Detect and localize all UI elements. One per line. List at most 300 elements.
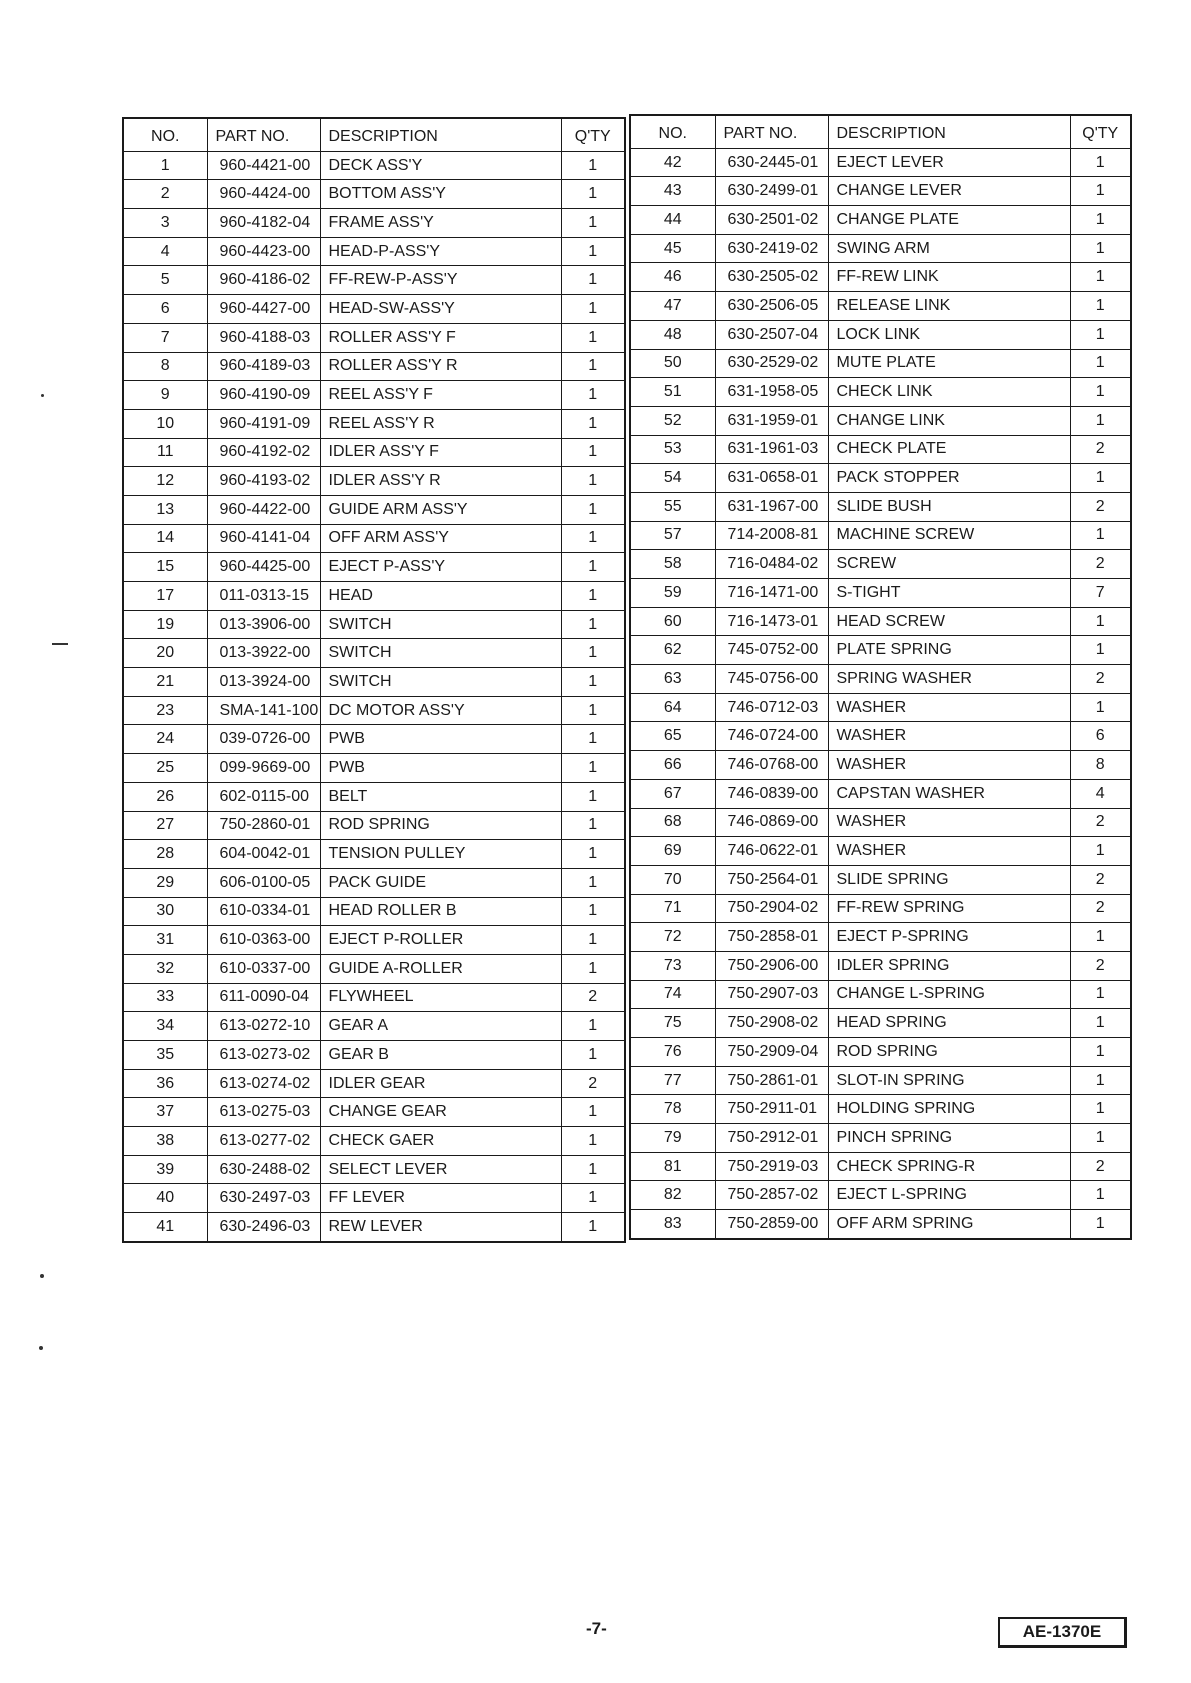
cell-no: 74 (630, 980, 715, 1009)
table-row (123, 381, 625, 410)
cell-description: SWITCH (320, 610, 561, 639)
cell-description: CHECK LINK (828, 378, 1070, 407)
table-row (630, 263, 1131, 292)
cell-part-no: 750-2912-01 (715, 1124, 828, 1153)
cell-description: PACK GUIDE (320, 868, 561, 897)
cell-qty: 2 (1070, 550, 1131, 579)
cell-part-no: 960-4424-00 (207, 180, 320, 209)
cell-part-no: 613-0273-02 (207, 1041, 320, 1070)
cell-no: 10 (123, 409, 207, 438)
table-row (123, 1184, 625, 1213)
parts-rows-left (123, 151, 625, 1242)
table-row (630, 1152, 1131, 1181)
cell-part-no: 960-4188-03 (207, 323, 320, 352)
cell-description: GEAR B (320, 1041, 561, 1070)
table-row (123, 754, 625, 783)
cell-part-no: 613-0274-02 (207, 1069, 320, 1098)
document-code: AE-1370E (998, 1617, 1127, 1648)
table-row (123, 209, 625, 238)
cell-description: SPRING WASHER (828, 665, 1070, 694)
cell-qty: 1 (561, 639, 625, 668)
column-header-qty: Q'TY (1070, 115, 1131, 148)
cell-no: 65 (630, 722, 715, 751)
cell-no: 8 (123, 352, 207, 381)
cell-part-no: 039-0726-00 (207, 725, 320, 754)
cell-qty: 1 (1070, 464, 1131, 493)
cell-qty: 1 (561, 1127, 625, 1156)
cell-no: 78 (630, 1095, 715, 1124)
cell-part-no: 604-0042-01 (207, 840, 320, 869)
cell-part-no: 631-0658-01 (715, 464, 828, 493)
cell-qty: 8 (1070, 751, 1131, 780)
table-row (123, 1213, 625, 1242)
cell-description: CHECK PLATE (828, 435, 1070, 464)
cell-qty: 1 (561, 352, 625, 381)
cell-description: WASHER (828, 722, 1070, 751)
cell-qty: 2 (1070, 808, 1131, 837)
cell-description: SCREW (828, 550, 1070, 579)
table-row (123, 553, 625, 582)
cell-no: 1 (123, 151, 207, 180)
scan-dash (52, 643, 68, 645)
cell-qty: 1 (1070, 923, 1131, 952)
cell-no: 14 (123, 524, 207, 553)
cell-part-no: 960-4427-00 (207, 295, 320, 324)
cell-no: 43 (630, 177, 715, 206)
cell-no: 69 (630, 837, 715, 866)
column-header-description: DESCRIPTION (320, 118, 561, 151)
cell-no: 66 (630, 751, 715, 780)
table-row (123, 180, 625, 209)
cell-description: TENSION PULLEY (320, 840, 561, 869)
cell-description: FF-REW LINK (828, 263, 1070, 292)
cell-no: 76 (630, 1038, 715, 1067)
cell-qty: 1 (561, 811, 625, 840)
table-row (123, 409, 625, 438)
cell-part-no: 602-0115-00 (207, 782, 320, 811)
scan-dot (41, 394, 44, 397)
cell-no: 6 (123, 295, 207, 324)
table-row (123, 1012, 625, 1041)
cell-description: GEAR A (320, 1012, 561, 1041)
cell-part-no: 631-1961-03 (715, 435, 828, 464)
cell-part-no: 745-0756-00 (715, 665, 828, 694)
cell-description: PINCH SPRING (828, 1124, 1070, 1153)
table-row (630, 1124, 1131, 1153)
cell-part-no: 750-2859-00 (715, 1210, 828, 1239)
cell-part-no: 746-0724-00 (715, 722, 828, 751)
cell-description: FF-REW SPRING (828, 894, 1070, 923)
table-row (123, 1069, 625, 1098)
cell-description: REEL ASS'Y F (320, 381, 561, 410)
table-row (123, 840, 625, 869)
cell-no: 46 (630, 263, 715, 292)
cell-part-no: 716-1473-01 (715, 607, 828, 636)
cell-qty: 1 (561, 954, 625, 983)
cell-no: 53 (630, 435, 715, 464)
cell-part-no: 630-2499-01 (715, 177, 828, 206)
table-row (630, 292, 1131, 321)
cell-no: 59 (630, 579, 715, 608)
table-row (630, 779, 1131, 808)
cell-no: 62 (630, 636, 715, 665)
cell-no: 15 (123, 553, 207, 582)
cell-no: 19 (123, 610, 207, 639)
table-row (123, 495, 625, 524)
cell-part-no: 013-3924-00 (207, 668, 320, 697)
cell-no: 24 (123, 725, 207, 754)
cell-qty: 1 (561, 151, 625, 180)
cell-qty: 1 (561, 1184, 625, 1213)
cell-part-no: 750-2908-02 (715, 1009, 828, 1038)
cell-no: 67 (630, 779, 715, 808)
cell-qty: 2 (561, 1069, 625, 1098)
cell-description: SLIDE BUSH (828, 492, 1070, 521)
cell-part-no: 750-2911-01 (715, 1095, 828, 1124)
table-row (630, 579, 1131, 608)
cell-description: CAPSTAN WASHER (828, 779, 1070, 808)
cell-no: 17 (123, 582, 207, 611)
cell-qty: 2 (1070, 435, 1131, 464)
cell-description: MACHINE SCREW (828, 521, 1070, 550)
cell-qty: 1 (1070, 837, 1131, 866)
table-row (630, 722, 1131, 751)
table-row (123, 868, 625, 897)
cell-description: SWITCH (320, 639, 561, 668)
cell-part-no: 746-0869-00 (715, 808, 828, 837)
cell-part-no: 630-2419-02 (715, 234, 828, 263)
cell-part-no: 750-2861-01 (715, 1066, 828, 1095)
cell-qty: 1 (561, 926, 625, 955)
cell-no: 58 (630, 550, 715, 579)
table-row (630, 435, 1131, 464)
table-row (123, 1098, 625, 1127)
cell-qty: 4 (1070, 779, 1131, 808)
cell-qty: 1 (1070, 1066, 1131, 1095)
cell-no: 79 (630, 1124, 715, 1153)
cell-qty: 1 (561, 209, 625, 238)
cell-part-no: 960-4189-03 (207, 352, 320, 381)
cell-part-no: 750-2906-00 (715, 951, 828, 980)
table-row (123, 323, 625, 352)
cell-description: ROLLER ASS'Y F (320, 323, 561, 352)
cell-description: DECK ASS'Y (320, 151, 561, 180)
cell-part-no: 631-1958-05 (715, 378, 828, 407)
table-row (123, 983, 625, 1012)
cell-description: EJECT P-ROLLER (320, 926, 561, 955)
cell-description: HEAD (320, 582, 561, 611)
table-row (123, 237, 625, 266)
cell-description: PWB (320, 725, 561, 754)
cell-no: 71 (630, 894, 715, 923)
cell-part-no: 750-2919-03 (715, 1152, 828, 1181)
cell-part-no: 606-0100-05 (207, 868, 320, 897)
parts-rows-right (630, 148, 1131, 1239)
cell-no: 44 (630, 206, 715, 235)
table-row (630, 521, 1131, 550)
cell-qty: 1 (1070, 1095, 1131, 1124)
cell-no: 41 (123, 1213, 207, 1242)
cell-qty: 1 (1070, 320, 1131, 349)
cell-no: 48 (630, 320, 715, 349)
cell-description: FLYWHEEL (320, 983, 561, 1012)
cell-no: 73 (630, 951, 715, 980)
cell-description: BELT (320, 782, 561, 811)
cell-no: 50 (630, 349, 715, 378)
cell-part-no: 013-3922-00 (207, 639, 320, 668)
cell-part-no: 746-0768-00 (715, 751, 828, 780)
cell-part-no: 750-2907-03 (715, 980, 828, 1009)
cell-description: SLOT-IN SPRING (828, 1066, 1070, 1095)
cell-part-no: 960-4422-00 (207, 495, 320, 524)
table-header-row (630, 115, 1131, 148)
cell-description: CHANGE LINK (828, 406, 1070, 435)
cell-qty: 1 (1070, 378, 1131, 407)
cell-part-no: 630-2501-02 (715, 206, 828, 235)
cell-qty: 1 (1070, 1210, 1131, 1239)
cell-no: 77 (630, 1066, 715, 1095)
cell-qty: 1 (561, 668, 625, 697)
cell-qty: 1 (1070, 1038, 1131, 1067)
cell-no: 23 (123, 696, 207, 725)
table-row (123, 926, 625, 955)
cell-no: 33 (123, 983, 207, 1012)
cell-no: 32 (123, 954, 207, 983)
cell-part-no: 099-9669-00 (207, 754, 320, 783)
cell-part-no: 610-0334-01 (207, 897, 320, 926)
cell-description: PACK STOPPER (828, 464, 1070, 493)
cell-no: 28 (123, 840, 207, 869)
cell-qty: 6 (1070, 722, 1131, 751)
cell-description: GUIDE A-ROLLER (320, 954, 561, 983)
cell-part-no: 630-2445-01 (715, 148, 828, 177)
cell-part-no: 011-0313-15 (207, 582, 320, 611)
table-row (630, 1038, 1131, 1067)
table-row (630, 349, 1131, 378)
cell-part-no: 013-3906-00 (207, 610, 320, 639)
table-row (123, 582, 625, 611)
table-row (630, 751, 1131, 780)
cell-no: 64 (630, 693, 715, 722)
cell-part-no: 613-0277-02 (207, 1127, 320, 1156)
page-number: -7- (586, 1619, 607, 1638)
cell-no: 81 (630, 1152, 715, 1181)
table-row (123, 668, 625, 697)
cell-no: 9 (123, 381, 207, 410)
cell-description: HEAD-SW-ASS'Y (320, 295, 561, 324)
cell-qty: 1 (1070, 349, 1131, 378)
table-row (630, 1181, 1131, 1210)
cell-description: CHECK GAER (320, 1127, 561, 1156)
table-row (630, 177, 1131, 206)
cell-qty: 1 (1070, 980, 1131, 1009)
cell-description: FRAME ASS'Y (320, 209, 561, 238)
cell-qty: 1 (561, 1155, 625, 1184)
cell-description: SELECT LEVER (320, 1155, 561, 1184)
column-header-qty: Q'TY (561, 118, 625, 151)
cell-no: 82 (630, 1181, 715, 1210)
cell-description: WASHER (828, 693, 1070, 722)
cell-description: EJECT LEVER (828, 148, 1070, 177)
cell-no: 47 (630, 292, 715, 321)
cell-description: CHANGE GEAR (320, 1098, 561, 1127)
cell-description: BOTTOM ASS'Y (320, 180, 561, 209)
table-row (630, 1095, 1131, 1124)
cell-description: FF-REW-P-ASS'Y (320, 266, 561, 295)
cell-description: S-TIGHT (828, 579, 1070, 608)
cell-no: 13 (123, 495, 207, 524)
table-row (123, 524, 625, 553)
table-row (630, 234, 1131, 263)
cell-description: FF LEVER (320, 1184, 561, 1213)
cell-description: SWING ARM (828, 234, 1070, 263)
cell-no: 37 (123, 1098, 207, 1127)
cell-part-no: 746-0622-01 (715, 837, 828, 866)
cell-no: 36 (123, 1069, 207, 1098)
cell-part-no: 960-4141-04 (207, 524, 320, 553)
cell-part-no: 960-4425-00 (207, 553, 320, 582)
table-row (123, 897, 625, 926)
cell-part-no: 630-2497-03 (207, 1184, 320, 1213)
cell-part-no: 631-1967-00 (715, 492, 828, 521)
scan-dot (40, 1274, 44, 1278)
cell-qty: 1 (561, 696, 625, 725)
cell-qty: 1 (561, 266, 625, 295)
cell-description: IDLER ASS'Y F (320, 438, 561, 467)
cell-qty: 1 (561, 582, 625, 611)
cell-part-no: 960-4186-02 (207, 266, 320, 295)
table-row (630, 607, 1131, 636)
cell-qty: 2 (1070, 665, 1131, 694)
cell-qty: 1 (1070, 292, 1131, 321)
cell-description: EJECT P-ASS'Y (320, 553, 561, 582)
cell-part-no: 750-2904-02 (715, 894, 828, 923)
cell-description: EJECT P-SPRING (828, 923, 1070, 952)
cell-no: 30 (123, 897, 207, 926)
cell-description: PLATE SPRING (828, 636, 1070, 665)
cell-qty: 1 (561, 409, 625, 438)
cell-description: SLIDE SPRING (828, 865, 1070, 894)
table-row (630, 464, 1131, 493)
cell-no: 63 (630, 665, 715, 694)
cell-description: OFF ARM SPRING (828, 1210, 1070, 1239)
cell-part-no: 960-4191-09 (207, 409, 320, 438)
table-row (630, 980, 1131, 1009)
cell-description: GUIDE ARM ASS'Y (320, 495, 561, 524)
table-row (630, 693, 1131, 722)
cell-qty: 1 (1070, 1181, 1131, 1210)
cell-part-no: 611-0090-04 (207, 983, 320, 1012)
cell-description: WASHER (828, 751, 1070, 780)
cell-part-no: 960-4193-02 (207, 467, 320, 496)
cell-qty: 2 (1070, 951, 1131, 980)
table-row (630, 378, 1131, 407)
cell-qty: 2 (1070, 865, 1131, 894)
cell-no: 21 (123, 668, 207, 697)
table-row (630, 894, 1131, 923)
cell-part-no: 960-4182-04 (207, 209, 320, 238)
cell-part-no: 613-0272-10 (207, 1012, 320, 1041)
table-row (630, 1066, 1131, 1095)
cell-description: IDLER GEAR (320, 1069, 561, 1098)
cell-no: 72 (630, 923, 715, 952)
column-header-part-no: PART NO. (715, 115, 828, 148)
cell-no: 4 (123, 237, 207, 266)
cell-part-no: 631-1959-01 (715, 406, 828, 435)
cell-qty: 1 (561, 295, 625, 324)
cell-qty: 1 (1070, 234, 1131, 263)
cell-qty: 1 (561, 897, 625, 926)
cell-qty: 1 (1070, 206, 1131, 235)
cell-description: HOLDING SPRING (828, 1095, 1070, 1124)
cell-no: 57 (630, 521, 715, 550)
cell-description: EJECT L-SPRING (828, 1181, 1070, 1210)
cell-part-no: 960-4423-00 (207, 237, 320, 266)
cell-qty: 1 (561, 754, 625, 783)
cell-part-no: 750-2858-01 (715, 923, 828, 952)
cell-no: 7 (123, 323, 207, 352)
cell-no: 26 (123, 782, 207, 811)
cell-qty: 1 (561, 438, 625, 467)
cell-qty: 2 (1070, 492, 1131, 521)
cell-part-no: 610-0363-00 (207, 926, 320, 955)
column-header-description: DESCRIPTION (828, 115, 1070, 148)
table-row (630, 148, 1131, 177)
cell-part-no: 630-2506-05 (715, 292, 828, 321)
parts-table-left (122, 117, 626, 1243)
cell-part-no: 960-4190-09 (207, 381, 320, 410)
cell-part-no: 716-0484-02 (715, 550, 828, 579)
cell-part-no: 613-0275-03 (207, 1098, 320, 1127)
cell-no: 31 (123, 926, 207, 955)
cell-description: RELEASE LINK (828, 292, 1070, 321)
cell-no: 11 (123, 438, 207, 467)
cell-description: REW LEVER (320, 1213, 561, 1242)
cell-description: ROD SPRING (320, 811, 561, 840)
cell-no: 5 (123, 266, 207, 295)
table-row (630, 636, 1131, 665)
table-row (123, 295, 625, 324)
cell-qty: 1 (561, 553, 625, 582)
cell-qty: 1 (561, 495, 625, 524)
table-row (123, 438, 625, 467)
cell-qty: 1 (1070, 1009, 1131, 1038)
cell-qty: 1 (1070, 607, 1131, 636)
cell-qty: 1 (561, 1098, 625, 1127)
cell-qty: 2 (561, 983, 625, 1012)
table-row (123, 782, 625, 811)
cell-description: ROLLER ASS'Y R (320, 352, 561, 381)
table-row (123, 610, 625, 639)
table-row (123, 266, 625, 295)
table-row (123, 811, 625, 840)
table-row (630, 808, 1131, 837)
cell-part-no: 750-2564-01 (715, 865, 828, 894)
cell-no: 60 (630, 607, 715, 636)
cell-qty: 1 (561, 180, 625, 209)
cell-qty: 1 (1070, 263, 1131, 292)
cell-no: 34 (123, 1012, 207, 1041)
cell-description: CHANGE PLATE (828, 206, 1070, 235)
table-row (630, 665, 1131, 694)
cell-description: HEAD ROLLER B (320, 897, 561, 926)
cell-qty: 1 (561, 782, 625, 811)
cell-part-no: 745-0752-00 (715, 636, 828, 665)
cell-no: 20 (123, 639, 207, 668)
cell-qty: 1 (561, 323, 625, 352)
table-row (123, 151, 625, 180)
cell-qty: 1 (561, 524, 625, 553)
